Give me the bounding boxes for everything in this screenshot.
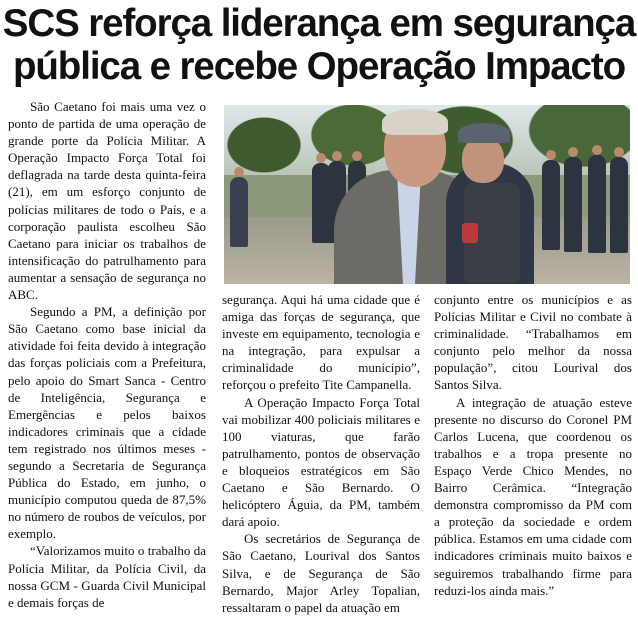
photo-mayor-hair [382, 109, 448, 135]
photo-officer [610, 157, 628, 253]
paragraph: Segundo a PM, a definição por São Caetano como base inicial da atividade foi feita devido à integração das forças policiais com a Prefeitura, pelo apoio do Smart Sanca - Centro de Inteligência, Segurança e Emergências e pelos baixos indicadores criminais que a cidade tem registrado nos últimos meses - segundo a Secretaria de Segurança Pública do Estado, em junho, o município computou queda de 87,5% no número de roubos de veículos, por exemplo. [8, 304, 206, 542]
article-column-2 [222, 291, 420, 619]
headline-line-1: SCS reforça liderança em segurança [2, 2, 636, 45]
photo-officer [564, 157, 582, 252]
photo-officer [230, 177, 248, 247]
paragraph: São Caetano foi mais uma vez o ponto de partida de uma operação de grande porte da Polícia Militar. A Operação Impacto Força Total foi deflagrada na tarde desta quinta-feira (21), em um esforço conjunto de polícias militares de todo o País, e a corporação paulista escolheu São Caetano para iniciar os trabalhos de intensificação do patrulhamento para aumentar a sensação de segurança no ABC. [8, 99, 206, 303]
photo-officer [542, 160, 560, 250]
article-column-1 [8, 98, 206, 619]
paragraph: A Operação Impacto Força Total vai mobilizar 400 policiais militares e 100 viaturas, que farão patrulhamento, pontos de observação e bloqueios estratégicos em São Caetano e São Bernardo. O helicóptero Águia, da PM, também dará apoio. [222, 394, 420, 530]
headline-line-2: pública e recebe Operação Impacto [12, 45, 626, 88]
photo-police-officer-head [462, 137, 504, 183]
photo-shoulder-badge-icon [462, 223, 478, 243]
article-photo [224, 105, 630, 284]
paragraph: “Valorizamos muito o trabalho da Polícia Militar, da Polícia Civil, da nossa GCM - Guarda Civil Municipal e demais forças de [8, 543, 206, 610]
paragraph: conjunto entre os municípios e as Polícias Militar e Civil no combate à criminalidade. “Trabalhamos em conjunto pelo melhor da nossa população”, citou Lourival dos Santos Silva. [434, 292, 632, 393]
photo-officer [588, 155, 606, 253]
headline [0, 2, 638, 88]
article-column-3 [434, 291, 632, 619]
paragraph: Os secretários de Segurança de São Caetano, Lourival dos Santos Silva, e de Segurança de São Bernardo, Major Arley Topalian, ressaltaram o papel da atuação em [222, 531, 420, 615]
paragraph: A integração de atuação esteve presente no discurso do Coronel PM Carlos Lucena, que coordenou os trabalhos e a tropa presente no Espaço Verde Chico Mendes, no Bairro Cerâmica. “Integração demonstra compromisso da PM com a proteção da sociedade e ordem pública. Estamos em uma cidade com indicadores criminais muito baixos e seguiremos trabalhando firme para reduzi-los ainda mais.” [434, 394, 632, 598]
photo-police-cap [458, 123, 510, 143]
paragraph: segurança. Aqui há uma cidade que é amiga das forças de segurança, que investe em equipamento, tecnologia e na integração, para expulsar a criminalidade do município”, reforçou o prefeito Tite Campanella. [222, 292, 420, 393]
